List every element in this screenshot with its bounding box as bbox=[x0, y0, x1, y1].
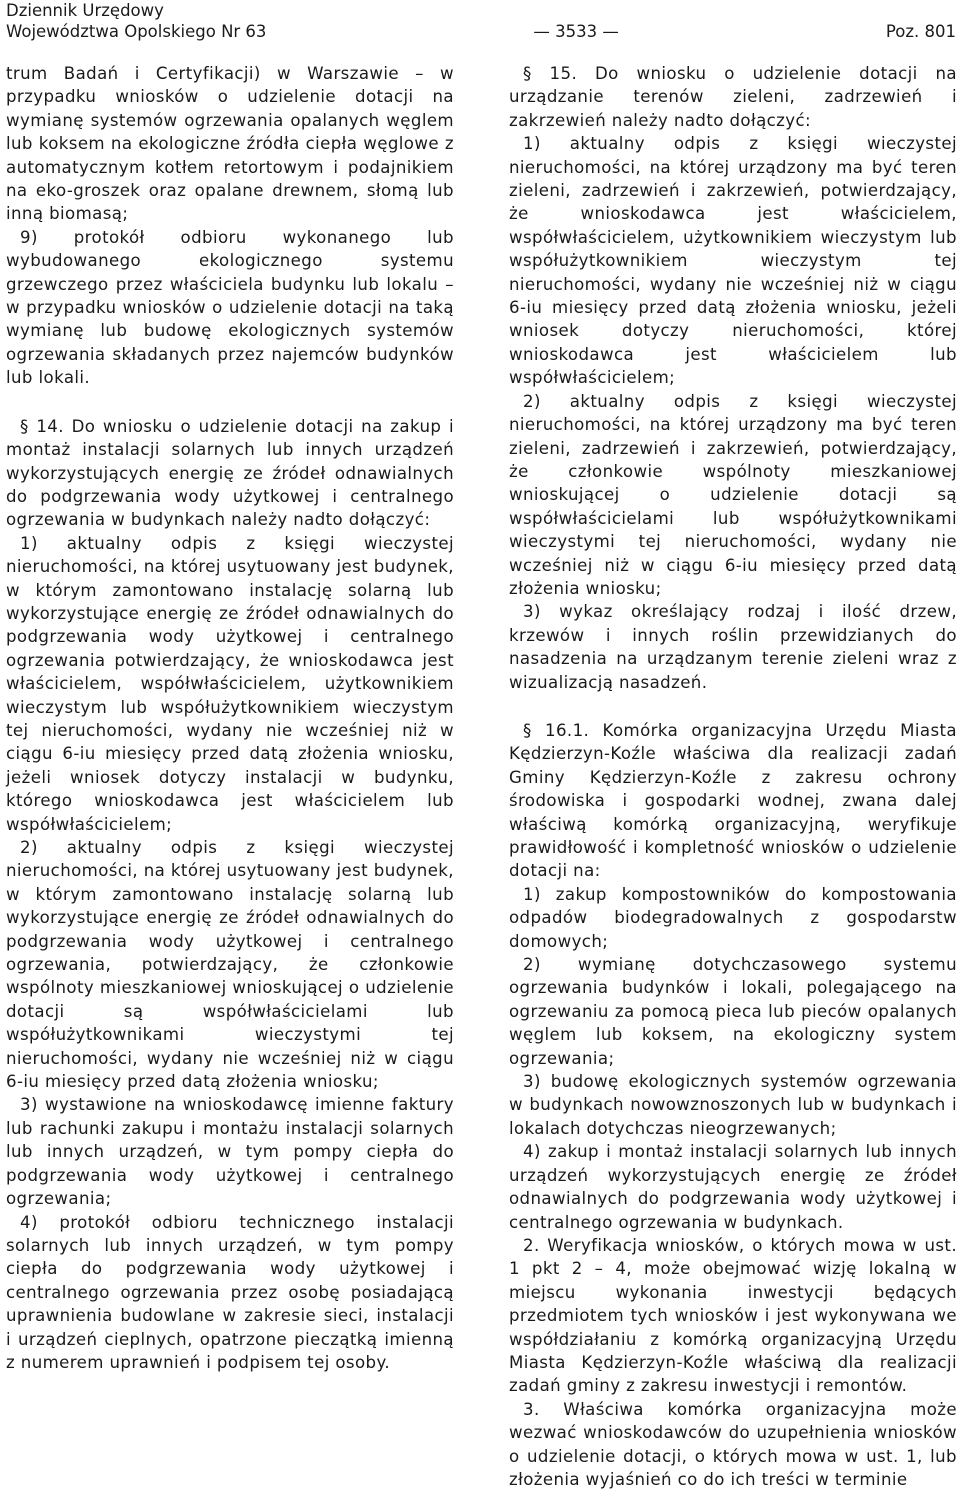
list-item: 2) wymianę dotychczasowego systemu ogrzewania budynków i lokali, polegającego na ogrzewaniu za pomocą pieca lub pieców opalanych węglem lub koksem, na ekologiczny system ogrzewania; bbox=[509, 955, 957, 1068]
left-column bbox=[6, 62, 454, 1374]
list-item: 4) zakup i montaż instalacji solarnych lub innych urządzeń wykorzystujących energię ze źródeł odnawialnych do podgrzewania wody użytkowej i centralnego ogrzewania w budynkach. bbox=[509, 1142, 957, 1232]
page-number: — 3533 — bbox=[533, 22, 619, 41]
section-paragraph: § 16.1. Komórka organizacyjna Urzędu Miasta Kędzierzyn-Koźle właściwa dla realizacji zadań Gminy Kędzierzyn-Koźle z zakresu ochrony środowiska i gospodarki wodnej, zwana dalej właściwą komórką organizacyjną, weryfikuje prawidłowość i kompletność wniosków o udzielenie dotacji na: bbox=[509, 720, 957, 881]
paragraph: trum Badań i Certyfikacji) w Warszawie – w przypadku wniosków o udzielenie dotacji na wymianę systemów ogrzewania opalanych węglem lub koksem na ekologiczne źródła ciepła węglowe z automatycznym kotłem retortowym i podajnikiem na eko-groszek oraz opalane drewnem, słomą lub inną biomasą; bbox=[6, 64, 454, 224]
section-paragraph: § 15. Do wniosku o udzielenie dotacji na urządzanie terenów zieleni, zadrzewień i zakrzewień należy nadto dołączyć: bbox=[509, 64, 957, 130]
list-item: 2) aktualny odpis z księgi wieczystej nieruchomości, na której urządzony ma być teren zieleni, zadrzewień i zakrzewień, potwierdzający, że członkowie wspólnoty mieszkaniowej wnioskującej o udzielenie dotacji są współwłaścicielami lub współużytkownikami wieczystymi tej nieruchomości, wydany nie wcześniej niż w ciągu 6-iu miesięcy przed datą złożenia wniosku; bbox=[509, 391, 957, 598]
list-item: 3) wystawione na wnioskodawcę imienne faktury lub rachunki zakupu i montażu instalacji solarnych lub innych urządzeń, w tym pompy ciepła do podgrzewania wody użytkowej i centralnego ogrzewania; bbox=[6, 1095, 454, 1209]
list-item: 1) zakup kompostowników do kompostowania odpadów biodegradowalnych z gospodarstw domowych; bbox=[509, 884, 957, 951]
header-row bbox=[6, 21, 956, 42]
journal-issue: Województwa Opolskiego Nr 63 bbox=[6, 22, 267, 41]
list-item: 2) aktualny odpis z księgi wieczystej nieruchomości, na której usytuowany jest budynek, w którym zamontowano instalację solarną lub wykorzystujące energię ze źródeł odnawialnych do podgrzewania wody użytkowej i centralnego ogrzewania, potwierdzający, że członkowie wspólnoty mieszkaniowej wnioskującej o udzielenie dotacji są współwłaścicielami lub współużytkownikami wieczystymi tej nieruchomości, wydany nie wcześniej niż w ciągu 6-iu miesięcy przed datą złożenia wniosku; bbox=[6, 838, 454, 1092]
page-header bbox=[6, 0, 956, 44]
position-number: Poz. 801 bbox=[885, 22, 956, 41]
list-item: 1) aktualny odpis z księgi wieczystej nieruchomości, na której usytuowany jest budynek, w którym zamontowano instalację solarną lub wykorzystujące energię ze źródeł odnawialnych do podgrzewania wody użytkowej i centralnego ogrzewania potwierdzający, że wnioskodawca jest właścicielem, współwłaścicielem, użytkownikiem wieczystym lub współużytkownikiem wieczystym tej nieruchomości, wydany nie wcześniej niż w ciągu 6-iu miesięcy przed datą złożenia wniosku, jeżeli wniosek dotyczy instalacji w budynku, którego wnioskodawca jest właścicielem lub współwłaścicielem; bbox=[6, 533, 454, 834]
list-item: 3) budowę ekologicznych systemów ogrzewania w budynkach nowowznoszonych lub w budynkach i lokalach dotychczas nieogrzewanych; bbox=[509, 1072, 957, 1138]
list-item: 3) wykaz określający rodzaj i ilość drzew, krzewów i innych roślin przewidzianych do nasadzenia na urządzanym terenie zieleni wraz z wizualizacją nasadzeń. bbox=[509, 602, 957, 692]
numbered-paragraph: 2. Weryfikacja wniosków, o których mowa w ust. 1 pkt 2 – 4, może obejmować wizję lokalną w miejscu wykonania inwestycji będących przedmiotem tych wniosków i jest wykonywana we współdziałaniu z komórką organizacyjną Urzędu Miasta Kędzierzyn-Koźle właściwą dla realizacji zadań gminy z zakresu inwestycji i remontów. bbox=[509, 1235, 957, 1396]
numbered-paragraph: 3. Właściwa komórka organizacyjna może wezwać wnioskodawców do uzupełnienia wniosków o udzielenie dotacji, o których mowa w ust. 1, lub złożenia wyjaśnień co do ich treści w terminie bbox=[509, 1399, 957, 1489]
list-item: 4) protokół odbioru technicznego instalacji solarnych lub innych urządzeń, w tym pompy ciepła do podgrzewania wody użytkowej i centralnego ogrzewania przez osobę posiadającą uprawnienia budowlane w zakresie sieci, instalacji i urządzeń cieplnych, opatrzone pieczątką imienną z numerem uprawnień i podpisem tej osoby. bbox=[6, 1212, 454, 1372]
list-item: 9) protokół odbioru wykonanego lub wybudowanego ekologicznego systemu grzewczego przez właściciela budynku lub lokalu – w przypadku wniosków o udzielenie dotacji na taką wymianę lub budowę ekologicznych systemów ogrzewania składanych przez najemców budynków lub lokali. bbox=[6, 227, 454, 388]
list-item: 1) aktualny odpis z księgi wieczystej nieruchomości, na której urządzony ma być teren zieleni, zadrzewień i zakrzewień, potwierdzający, że wnioskodawca jest właścicielem, współwłaścicielem, użytkownikiem wieczystym lub współużytkownikiem wieczystym tej nieruchomości, wydany nie wcześniej niż w ciągu 6-iu miesięcy przed datą złożenia wniosku, jeżeli wniosek dotyczy nieruchomości, której wnioskodawca jest właścicielem lub współwłaścicielem; bbox=[509, 134, 957, 388]
right-column bbox=[509, 62, 957, 1491]
journal-title: Dziennik Urzędowy bbox=[6, 1, 164, 20]
section-paragraph: § 14. Do wniosku o udzielenie dotacji na zakup i montaż instalacji solarnych lub innych urządzeń wykorzystujących energię ze źródeł odnawialnych do podgrzewania wody użytkowej i centralnego ogrzewania w budynkach należy nadto dołączyć: bbox=[6, 416, 454, 530]
